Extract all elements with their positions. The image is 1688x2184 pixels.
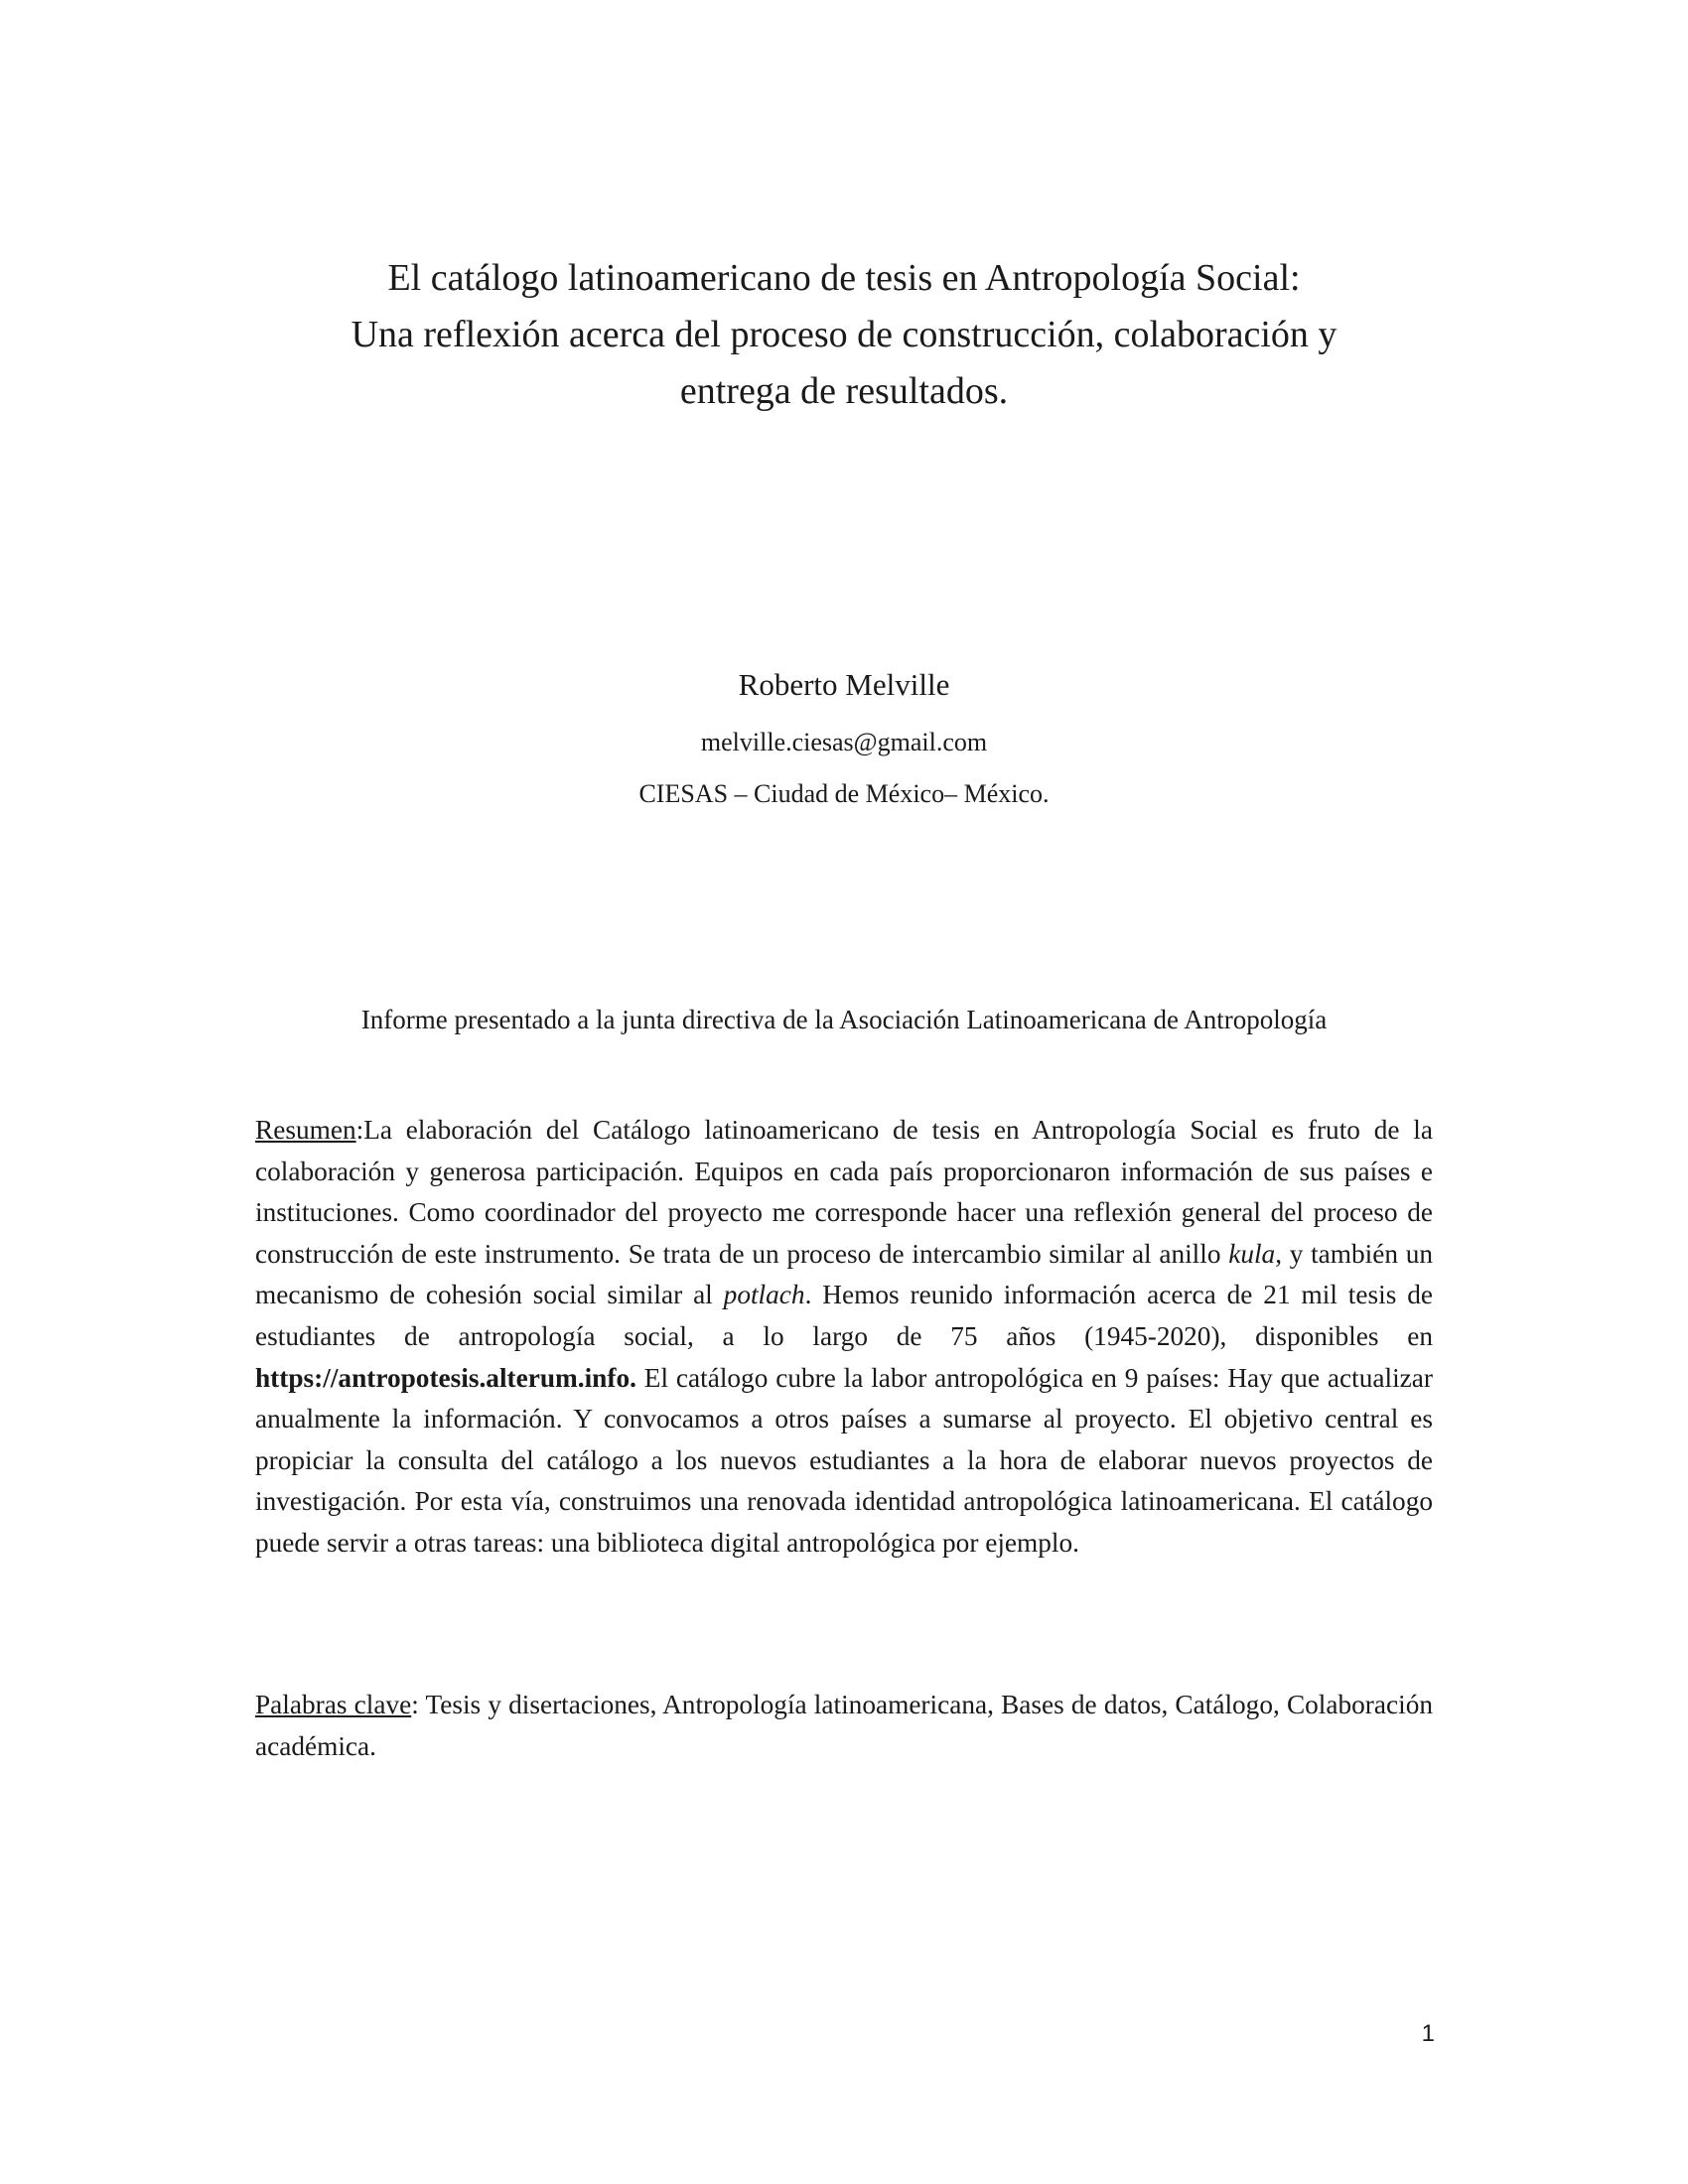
author-institution: CIESAS – Ciudad de México– México. xyxy=(638,779,1050,808)
keywords-text: : Tesis y disertaciones, Antropología latinoamericana, Bases de datos, Catálogo, Colaboración académica. xyxy=(255,1690,1433,1761)
abstract-potlach: potlach xyxy=(723,1280,805,1310)
author-block xyxy=(199,663,1489,820)
title-line-3: entrega de resultados. xyxy=(679,370,1009,412)
abstract-kula: kula xyxy=(1228,1238,1276,1269)
paper-title xyxy=(199,250,1489,420)
abstract-text-3: . Hemos reunido información acerca de 21 mil tesis de estudiantes de antropología social, a lo largo de 75 años (1945-2020), disponibles en xyxy=(255,1280,1433,1351)
keywords-label: Palabras clave xyxy=(255,1690,412,1719)
abstract-text-4: El catálogo cubre la labor antropológica en 9 países: Hay que actualizar anualmente la información. Y convocamos a otros países a sumarse al proyecto. El objetivo central es propiciar la consulta del catálogo a los nuevos estudiantes a la hora de elaborar nuevos proyectos de investigación. Por esta vía, construimos una renovada identidad antropológica latinoamericana. El catálogo puede servir a otras tareas: una biblioteca digital antropológica por ejemplo. xyxy=(255,1362,1433,1558)
abstract-paragraph xyxy=(255,1110,1433,1565)
catalog-url-link[interactable]: https://antropotesis.alterum.info. xyxy=(255,1362,636,1393)
abstract-text-2: , y también un mecanismo de cohesión social similar al xyxy=(255,1238,1433,1310)
keywords-paragraph xyxy=(255,1685,1433,1767)
abstract-text-1: La elaboración del Catálogo latinoamericano de tesis en Antropología Social es fruto de la colaboración y generosa participación. Equipos en cada país proporcionaron información de sus países e instituciones. Como coordinador del proyecto me corresponde hacer una reflexión general del proceso de construcción de este instrumento. Se trata de un proceso de intercambio similar al anillo xyxy=(255,1115,1433,1269)
abstract-label: Resumen xyxy=(255,1115,356,1145)
page-number: 1 xyxy=(1421,2020,1435,2047)
report-note: Informe presentado a la junta directiva de la Asociación Latinoamericana de Antropología xyxy=(360,1005,1328,1034)
title-line-1: El catálogo latinoamericano de tesis en Antropología Social: xyxy=(387,257,1301,299)
author-email: melville.ciesas@gmail.com xyxy=(700,728,988,756)
title-line-2: Una reflexión acerca del proceso de construcción, colaboración y xyxy=(351,314,1337,355)
author-name: Roberto Melville xyxy=(738,667,950,702)
abstract-separator: : xyxy=(355,1115,364,1145)
